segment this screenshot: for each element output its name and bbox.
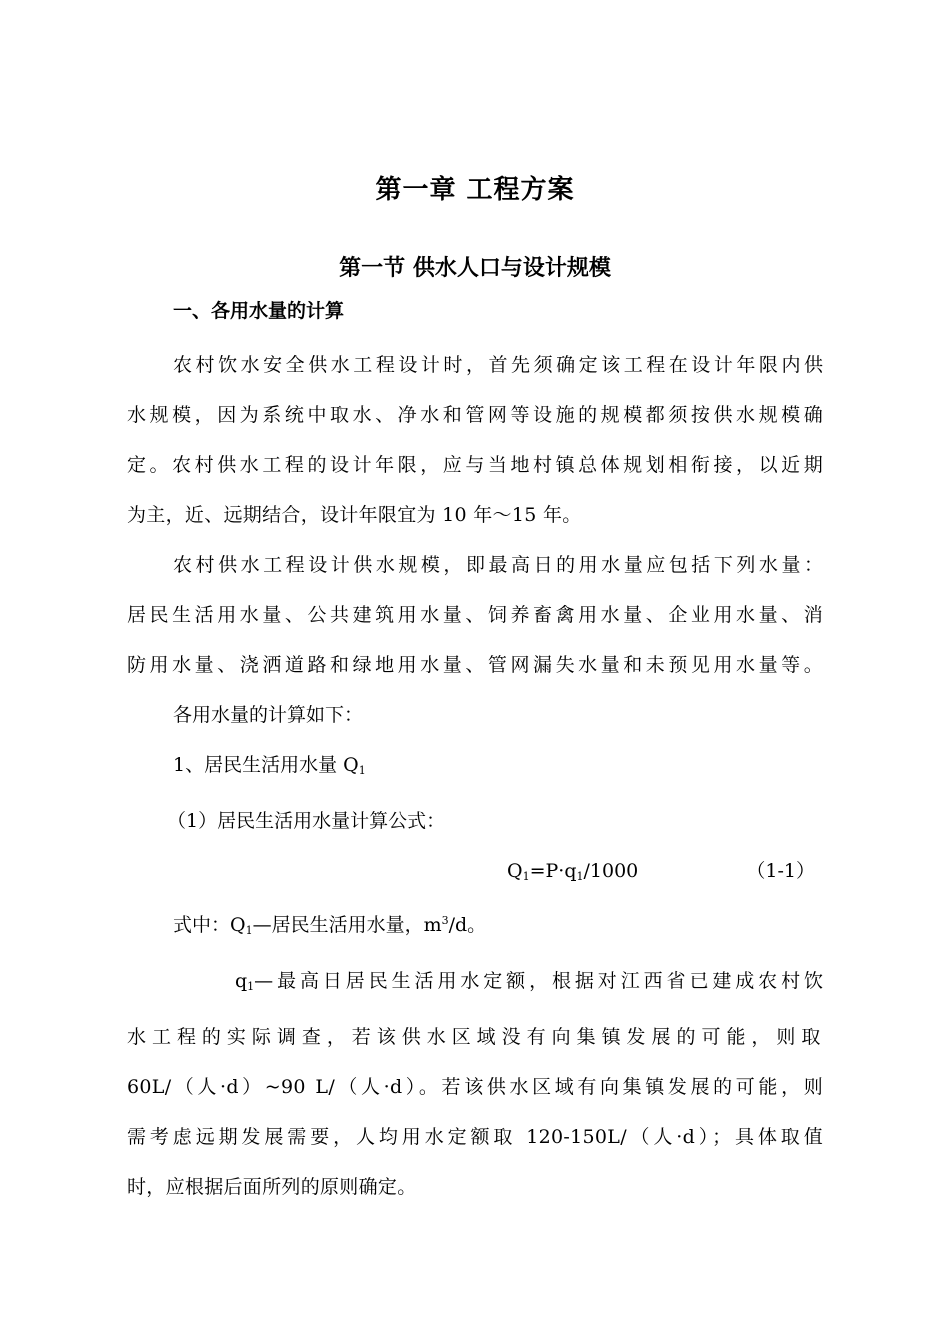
def2-line4: 需考虑远期发展需要，人均用水定额取 120-150L/（人·d）；具体取值 <box>127 1126 823 1148</box>
def2-line1-text: —最高日居民生活用水定额，根据对江西省已建成农村饮 <box>254 970 823 992</box>
formula-q: Q <box>507 860 523 882</box>
para2-line3: 防用水量、浇洒道路和绿地用水量、管网漏失水量和未预见用水量等。 <box>127 654 823 676</box>
para1-line3: 定。农村供水工程的设计年限，应与当地村镇总体规划相衔接，以近期 <box>127 454 823 476</box>
paragraph-intro <box>127 340 823 540</box>
item1-text: 1、居民生活用水量 Q <box>173 754 359 776</box>
formula-number: （1-1） <box>746 860 815 882</box>
chapter-title: 第一章 工程方案 <box>375 175 575 205</box>
item1-subscript: 1 <box>358 764 366 777</box>
item-resident-water <box>127 740 823 796</box>
def2-subscript: 1 <box>247 980 255 993</box>
def1-prefix: 式中：Q <box>173 914 246 936</box>
subsection-title: 一、各用水量的计算 <box>173 300 345 322</box>
para2-line1: 农村供水工程设计供水规模，即最高日的用水量应包括下列水量： <box>173 554 823 576</box>
def2-line1 <box>127 956 823 1012</box>
document-content <box>127 168 823 1212</box>
def1-tail: /d。 <box>448 914 487 936</box>
paragraph-scale <box>127 540 823 690</box>
definition-q1-quota <box>127 956 823 1212</box>
def1-mid: —居民生活用水量，m <box>252 914 442 936</box>
section-title: 第一节 供水人口与设计规模 <box>339 256 611 281</box>
para2-line2: 居民生活用水量、公共建筑用水量、饲养畜禽用水量、企业用水量、消 <box>127 604 823 626</box>
definition-q1 <box>127 896 823 956</box>
def1-superscript: 3 <box>441 914 449 927</box>
formula-row <box>127 846 823 896</box>
def2-line3: 60L/（人·d）~90 L/（人·d）。若该供水区域有向集镇发展的可能，则 <box>127 1076 823 1098</box>
def2-line2: 水工程的实际调查，若该供水区域没有向集镇发展的可能，则取 <box>127 1026 823 1048</box>
formula-q1-sub: 1 <box>576 870 584 883</box>
para1-line1: 农村饮水安全供水工程设计时，首先须确定该工程在设计年限内供 <box>173 354 823 376</box>
item-formula-heading: （1）居民生活用水量计算公式： <box>167 810 446 832</box>
formula-tail: /1000 <box>583 860 639 882</box>
def1-subscript: 1 <box>245 924 253 937</box>
formula-q-sub: 1 <box>522 870 530 883</box>
def2-prefix: q <box>235 970 248 992</box>
def2-line5: 时，应根据后面所列的原则确定。 <box>127 1176 417 1198</box>
calc-intro: 各用水量的计算如下： <box>173 704 364 726</box>
formula <box>507 846 638 902</box>
formula-mid: =P·q <box>529 860 577 882</box>
para1-line2: 水规模，因为系统中取水、净水和管网等设施的规模都须按供水规模确 <box>127 404 823 426</box>
para1-line4: 为主，近、远期结合，设计年限宜为 10 年～15 年。 <box>127 504 582 526</box>
